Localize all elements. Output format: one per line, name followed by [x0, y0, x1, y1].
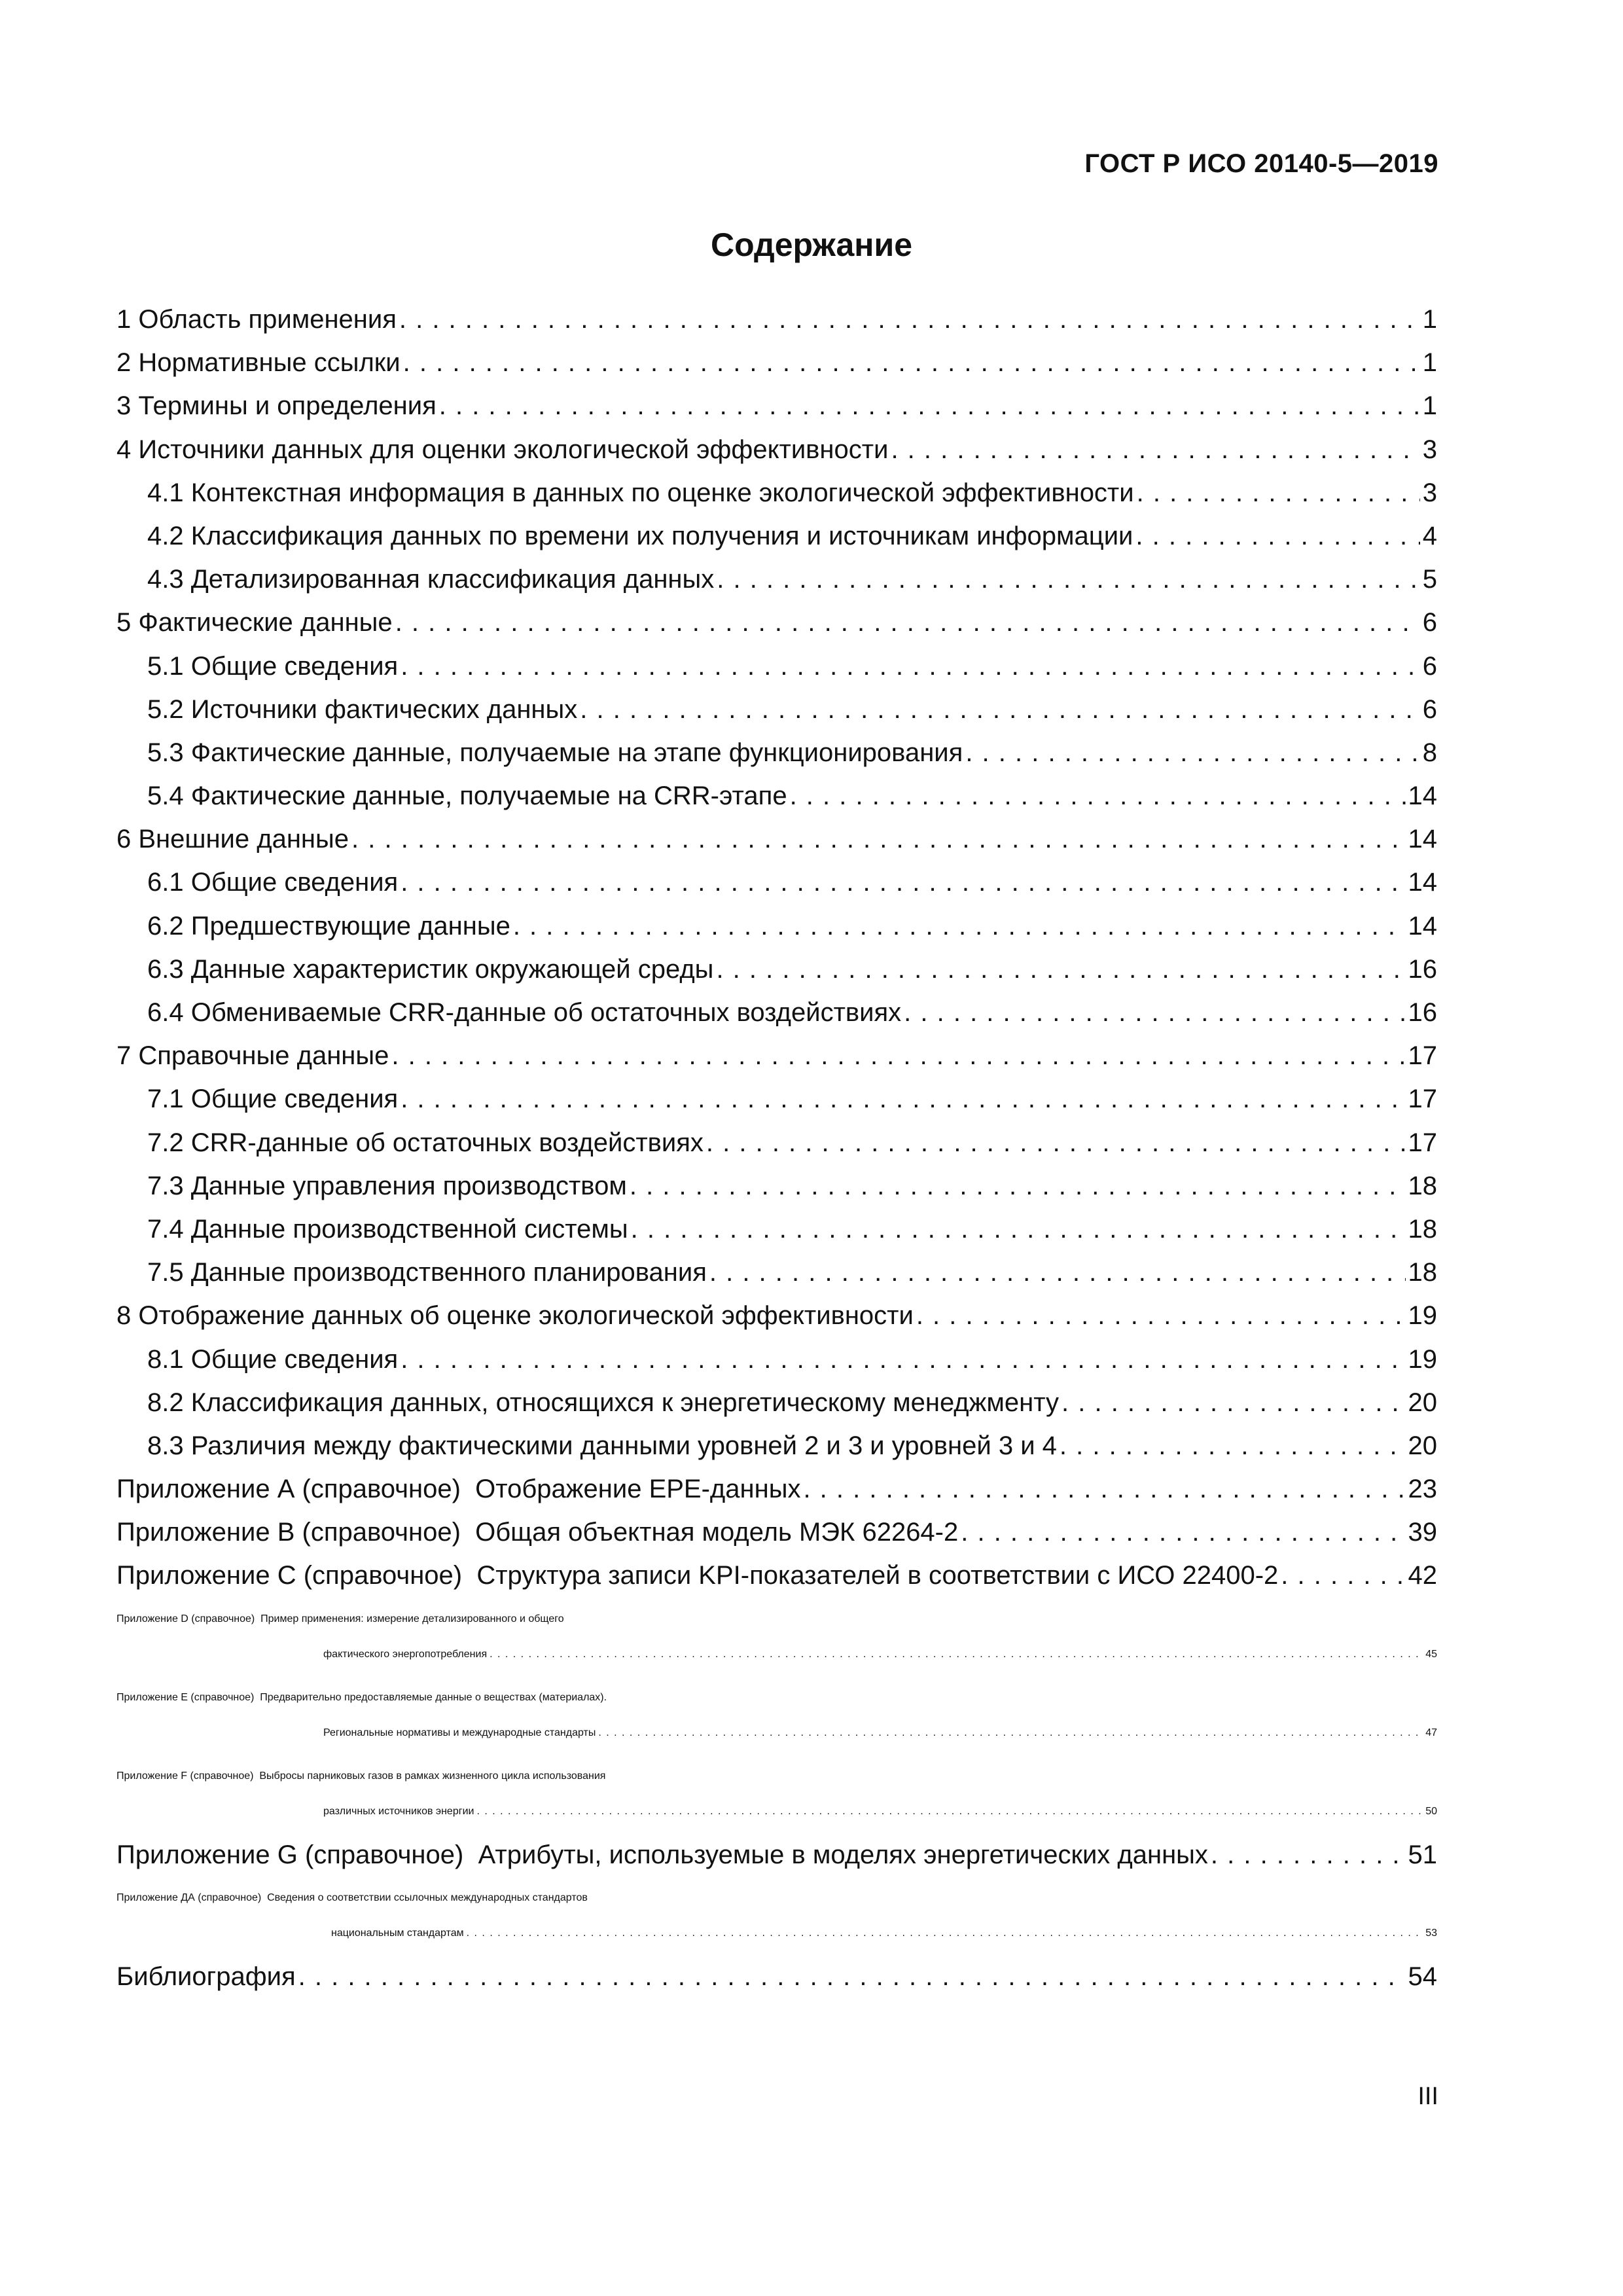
leader-dots — [803, 1467, 1405, 1511]
toc-entry-page: 14 — [1408, 868, 1437, 897]
table-of-contents — [116, 298, 1437, 1998]
toc-appendix-entry[interactable] — [116, 1833, 1437, 1876]
leader-dots — [1281, 1554, 1405, 1597]
appendix-page: 23 — [1408, 1475, 1437, 1504]
toc-entry[interactable] — [116, 428, 1437, 471]
leader-dots — [476, 1794, 1423, 1829]
toc-entry[interactable] — [116, 384, 1437, 427]
toc-entry-label: 8 Отображение данных об оценке экологической эффективности — [116, 1301, 914, 1331]
toc-entry-page: 1 — [1422, 305, 1437, 334]
toc-entry[interactable] — [116, 601, 1437, 644]
toc-entry-page: 1 — [1422, 391, 1437, 421]
toc-entry[interactable] — [116, 1294, 1437, 1337]
toc-entry[interactable] — [116, 991, 1437, 1034]
appendix-prefix: Приложение В (справочное) — [116, 1518, 461, 1547]
toc-appendix-entry[interactable] — [116, 1511, 1437, 1554]
appendix-title: Общая объектная модель МЭК 62264-2 — [475, 1518, 959, 1547]
toc-appendix-entry[interactable] — [116, 1676, 1437, 1755]
toc-entry-label: 5 Фактические данные — [116, 608, 393, 637]
leader-dots — [916, 1294, 1406, 1337]
leader-dots — [790, 774, 1406, 817]
toc-entry[interactable] — [116, 731, 1437, 774]
toc-entry-page: 16 — [1408, 954, 1437, 984]
toc-entry[interactable] — [116, 1034, 1437, 1077]
toc-appendix-entry[interactable] — [116, 1467, 1437, 1511]
appendix-page: 50 — [1425, 1805, 1437, 1817]
leader-dots — [298, 1955, 1406, 1998]
leader-dots — [904, 991, 1405, 1034]
leader-dots — [891, 428, 1419, 471]
toc-entry[interactable] — [116, 1251, 1437, 1294]
toc-entry-page: 14 — [1408, 825, 1437, 854]
appendix-prefix: Приложение F (справочное) — [116, 1770, 254, 1782]
leader-dots — [1135, 514, 1419, 558]
toc-entry-label: 4 Источники данных для оценки экологической эффективности — [116, 435, 889, 464]
toc-entry-page: 20 — [1408, 1388, 1437, 1417]
toc-appendix-entry[interactable] — [116, 1876, 1437, 1955]
toc-entry-page: 1 — [1422, 348, 1437, 378]
leader-dots — [961, 1511, 1405, 1554]
toc-entry-label: 3 Термины и определения — [116, 391, 437, 421]
toc-entry-page: 20 — [1408, 1431, 1437, 1460]
toc-entry-label: 4.1 Контекстная информация в данных по оценке экологической эффективности — [147, 478, 1134, 507]
toc-entry-label: 7.2 CRR-данные об остаточных воздействиях — [147, 1128, 704, 1157]
leader-dots — [401, 861, 1405, 904]
toc-entry[interactable] — [116, 1121, 1437, 1164]
leader-dots — [490, 1637, 1423, 1672]
appendix-title-line2: различных источников энергии — [323, 1805, 474, 1817]
toc-entry[interactable] — [116, 688, 1437, 731]
toc-entry-label: 7.1 Общие сведения — [147, 1085, 399, 1114]
toc-entry-page: 18 — [1408, 1258, 1437, 1287]
appendix-title-line1: Сведения о соответствии ссылочных международных стандартов — [267, 1892, 588, 1903]
toc-entry[interactable] — [116, 1077, 1437, 1121]
leader-dots — [401, 1338, 1405, 1381]
appendix-title-line1: Пример применения: измерение детализированного и общего — [260, 1613, 564, 1624]
leader-dots — [513, 905, 1406, 948]
leader-dots — [401, 1077, 1405, 1121]
toc-entry-page: 18 — [1408, 1214, 1437, 1244]
toc-entry-page: 4 — [1422, 521, 1437, 550]
toc-entry-label: 7.3 Данные управления производством — [147, 1171, 627, 1200]
toc-entry-label: 1 Область применения — [116, 305, 397, 334]
toc-entry-page: 14 — [1408, 781, 1437, 811]
toc-entry-page: 6 — [1422, 694, 1437, 724]
appendix-page: 53 — [1425, 1927, 1437, 1939]
appendix-title: Отображение EPE-данных — [475, 1475, 801, 1504]
leader-dots — [403, 341, 1420, 384]
toc-entry[interactable] — [116, 1381, 1437, 1424]
toc-entry[interactable] — [116, 1338, 1437, 1381]
leader-dots — [1060, 1424, 1406, 1467]
appendix-title-line1: Выбросы парниковых газов в рамках жизненного цикла использования — [259, 1770, 606, 1782]
toc-entry-label: 5.4 Фактические данные, получаемые на CRR-этапе — [147, 781, 787, 811]
appendix-title: Структура записи KPI-показателей в соответствии с ИСО 22400-2 — [476, 1561, 1279, 1590]
leader-dots — [965, 731, 1419, 774]
toc-entry[interactable] — [116, 1208, 1437, 1251]
leader-dots — [1211, 1833, 1406, 1876]
toc-entry-page: 17 — [1408, 1041, 1437, 1071]
toc-entry-label: 6.3 Данные характеристик окружающей среды — [147, 954, 714, 984]
toc-entry-page: 18 — [1408, 1171, 1437, 1200]
appendix-prefix: Приложение ДА (справочное) — [116, 1892, 262, 1903]
toc-entry[interactable] — [116, 298, 1437, 341]
page-number: III — [1418, 2083, 1438, 2110]
leader-dots — [706, 1121, 1406, 1164]
toc-entry-page: 17 — [1408, 1128, 1437, 1157]
appendix-title-line2: фактического энергопотребления — [323, 1648, 488, 1660]
appendix-prefix: Приложение G (справочное) — [116, 1840, 464, 1869]
appendix-page: 47 — [1425, 1727, 1437, 1738]
bibliography-page: 54 — [1408, 1962, 1437, 1991]
leader-dots — [395, 601, 1420, 644]
standard-code: ГОСТ Р ИСО 20140-5—2019 — [1084, 149, 1438, 178]
toc-entry[interactable] — [116, 948, 1437, 991]
toc-appendix-entry[interactable] — [116, 1598, 1437, 1676]
appendix-page: 39 — [1408, 1518, 1437, 1547]
leader-dots — [467, 1916, 1423, 1951]
toc-entry-page: 3 — [1422, 478, 1437, 507]
toc-entry-page: 6 — [1422, 651, 1437, 681]
toc-entry-label: 5.3 Фактические данные, получаемые на этапе функционирования — [147, 738, 963, 767]
leader-dots — [401, 645, 1420, 688]
appendix-prefix: Приложение А (справочное) — [116, 1475, 461, 1504]
toc-entry-label: 4.2 Классификация данных по времени их получения и источникам информации — [147, 521, 1133, 550]
toc-entry[interactable] — [116, 905, 1437, 948]
leader-dots — [1137, 471, 1420, 514]
toc-entry-label: 7 Справочные данные — [116, 1041, 389, 1071]
toc-appendix-entry[interactable] — [116, 1554, 1437, 1597]
toc-entry-page: 6 — [1422, 608, 1437, 637]
toc-appendix-entry[interactable] — [116, 1755, 1437, 1833]
toc-entry[interactable] — [116, 861, 1437, 904]
leader-dots — [1061, 1381, 1405, 1424]
toc-entry-label: 2 Нормативные ссылки — [116, 348, 401, 378]
toc-entry[interactable] — [116, 558, 1437, 601]
leader-dots — [351, 817, 1405, 861]
toc-entry-label: 7.5 Данные производственного планирования — [147, 1258, 707, 1287]
toc-entry-label: 4.3 Детализированная классификация данных — [147, 565, 715, 594]
leader-dots — [630, 1164, 1406, 1208]
toc-entry-label: 6.4 Обмениваемые CRR-данные об остаточных воздействиях — [147, 998, 902, 1027]
appendix-prefix: Приложение D (справочное) — [116, 1613, 255, 1624]
leader-dots — [631, 1208, 1406, 1251]
toc-entry[interactable] — [116, 341, 1437, 384]
bibliography-label: Библиография — [116, 1962, 296, 1991]
leader-dots — [717, 558, 1420, 601]
appendix-title-line1: Предварительно предоставляемые данные о веществах (материалах). — [260, 1691, 607, 1703]
page-title: Содержание — [710, 226, 913, 263]
toc-entry[interactable] — [116, 774, 1437, 817]
toc-entry-page: 19 — [1408, 1301, 1437, 1331]
toc-entry-label: 6.1 Общие сведения — [147, 868, 399, 897]
toc-entry[interactable] — [116, 471, 1437, 514]
toc-entry[interactable] — [116, 817, 1437, 861]
toc-entry-label: 5.2 Источники фактических данных — [147, 694, 578, 724]
leader-dots — [709, 1251, 1406, 1294]
toc-entry[interactable] — [116, 645, 1437, 688]
leader-dots — [580, 688, 1419, 731]
appendix-prefix: Приложение С (справочное) — [116, 1561, 463, 1590]
toc-entry-page: 5 — [1422, 565, 1437, 594]
appendix-title-line2: национальным стандартам — [331, 1927, 464, 1939]
toc-entry-label: 8.3 Различия между фактическими данными уровней 2 и 3 и уровней 3 и 4 — [147, 1431, 1057, 1460]
appendix-page: 45 — [1425, 1648, 1437, 1660]
appendix-title: Атрибуты, используемые в моделях энергетических данных — [478, 1840, 1208, 1869]
leader-dots — [439, 384, 1420, 427]
leader-dots — [399, 298, 1420, 341]
toc-bibliography-entry[interactable] — [116, 1955, 1437, 1998]
toc-entry-page: 16 — [1408, 998, 1437, 1027]
appendix-page: 51 — [1408, 1840, 1437, 1869]
toc-entry-label: 8.2 Классификация данных, относящихся к энергетическому менеджменту — [147, 1388, 1060, 1417]
toc-entry-label: 6.2 Предшествующие данные — [147, 911, 510, 941]
toc-entry-page: 8 — [1422, 738, 1437, 767]
toc-entry[interactable] — [116, 514, 1437, 558]
toc-entry-page: 14 — [1408, 911, 1437, 941]
toc-entry-label: 8.1 Общие сведения — [147, 1344, 399, 1374]
toc-entry-label: 7.4 Данные производственной системы — [147, 1214, 628, 1244]
toc-entry-page: 17 — [1408, 1085, 1437, 1114]
appendix-prefix: Приложение Е (справочное) — [116, 1691, 255, 1703]
toc-entry[interactable] — [116, 1164, 1437, 1208]
toc-entry-page: 19 — [1408, 1344, 1437, 1374]
leader-dots — [716, 948, 1405, 991]
toc-entry-page: 3 — [1422, 435, 1437, 464]
appendix-page: 42 — [1408, 1561, 1437, 1590]
appendix-title-line2: Региональные нормативы и международные стандарты — [323, 1727, 596, 1738]
leader-dots — [391, 1034, 1405, 1077]
toc-entry-label: 5.1 Общие сведения — [147, 651, 399, 681]
toc-entry-label: 6 Внешние данные — [116, 825, 349, 854]
toc-entry[interactable] — [116, 1424, 1437, 1467]
leader-dots — [598, 1715, 1423, 1751]
